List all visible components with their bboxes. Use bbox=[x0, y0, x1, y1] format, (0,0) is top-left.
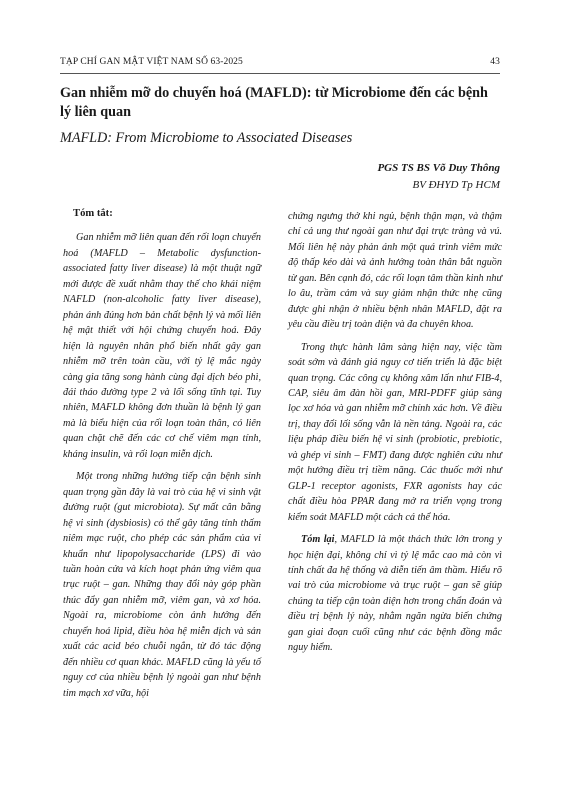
body-paragraph: chứng ngưng thở khi ngủ, bệnh thận mạn, và thậm chí cả ung thư ngoài gan như đại trực tràng và vú. Mối liên hệ này phản ánh một quá trình viêm mức độ thấp kéo dài và ảnh hưởng toàn thân bắt nguồn từ gan. Bên cạnh đó, các rối loạn tâm thần kinh như lo âu, trầm cảm và suy giảm nhận thức nhẹ cũng được ghi nhận ở nhiều bệnh nhân MAFLD, đặt ra yêu cầu điều trị toàn diện và đa chuyên khoa. bbox=[288, 211, 502, 331]
conclusion-lead: Tóm lại bbox=[301, 534, 335, 546]
header-divider bbox=[60, 73, 500, 74]
running-header bbox=[60, 57, 500, 73]
article-subtitle: MAFLD: From Microbiome to Associated Diseases bbox=[60, 130, 353, 146]
author-affiliation: BV ĐHYD Tp HCM bbox=[412, 179, 500, 191]
right-column bbox=[288, 209, 502, 656]
abstract-heading: Tóm tắt: bbox=[73, 208, 113, 219]
body-paragraph: Trong thực hành lâm sàng hiện nay, việc tầm soát sớm và đánh giá nguy cơ tiến triển là đặc biệt quan trọng. Các công cụ không xâm lấn như FIB-4, CAP, siêu âm đàn hồi gan, MRI-PDFF giúp sàng lọc xơ hóa và gan nhiễm mỡ chính xác hơn. Về điều trị, thay đổi lối sống vẫn là nền tảng. Ngoài ra, các liệu pháp điều biến hệ vi sinh (probiotic, prebiotic, và ghép vi sinh – FMT) đang được nghiên cứu như một hướng điều trị tiềm năng. Các thuốc mới như GLP-1 receptor agonists, FXR agonists hay các chất điều hòa PPAR đang mở ra triển vọng trong kiểm soát MAFLD một cách cá thể hóa. bbox=[288, 341, 502, 523]
journal-name: TẠP CHÍ GAN MẬT VIỆT NAM SỐ 63-2025 bbox=[60, 57, 243, 67]
conclusion-paragraph bbox=[288, 532, 502, 656]
left-column bbox=[63, 206, 261, 701]
conclusion-text: , MAFLD là một thách thức lớn trong y học hiện đại, không chỉ vì tỷ lệ mắc cao mà còn vì tính chất đa hệ thống và diễn tiến âm thầm. Hiểu rõ vai trò của microbiome và trục ruột – gan sẽ giúp chúng ta tiếp cận toàn diện hơn trong chẩn đoán và điều trị bệnh lý này, nhằm ngăn ngừa biến chứng gan giai đoạn cuối cũng như các bệnh đồng mắc nguy hiểm. bbox=[288, 534, 502, 654]
article-title: Gan nhiễm mỡ do chuyển hoá (MAFLD): từ Microbiome đến các bệnh lý liên quan bbox=[60, 85, 488, 120]
body-paragraph: Gan nhiễm mỡ liên quan đến rối loạn chuyển hoá (MAFLD – Metabolic dysfunction-associated fatty liver disease) là một thuật ngữ mới được đề xuất nhằm thay thế cho khái niệm NAFLD (non-alcoholic fatty liver disease), phản ánh đúng hơn bản chất bệnh lý và mối liên hệ mật thiết với hội chứng chuyển hoá. Đây hiện là nguyên nhân phổ biến nhất gây gan nhiễm mỡ trên toàn cầu, với tỷ lệ mắc ngày càng gia tăng song hành cùng đại dịch béo phì, đái tháo đường type 2 và lối sống tĩnh tại. Tuy nhiên, MAFLD không đơn thuần là bệnh lý gan mà là biểu hiện của rối loạn toàn thân, có liên quan chặt chẽ đến các cơ chế viêm mạn tính, kháng insulin, và rối loạn miễn dịch. bbox=[63, 232, 261, 460]
author-name: PGS TS BS Võ Duy Thông bbox=[377, 162, 500, 174]
body-paragraph: Một trong những hướng tiếp cận bệnh sinh quan trọng gần đây là vai trò của hệ vi sinh vật đường ruột (gut microbiota). Sự mất cân bằng hệ vi sinh (dysbiosis) có thể gây tăng tính thấm niêm mạc ruột, cho phép các sản phẩm của vi khuẩn như lipopolysaccharide (LPS) đi vào tuần hoàn cửa và kích hoạt phản ứng viêm qua trục ruột – gan. Những thay đổi này góp phần thúc đẩy gan nhiễm mỡ, viêm gan, và xơ hóa. Ngoài ra, microbiome còn ảnh hưởng đến chuyển hoá lipid, điều hòa hệ miễn dịch và sản xuất các acid béo chuỗi ngắn, từ đó tác động đến nhiều cơ quan khác. MAFLD cũng là yếu tố nguy cơ của nhiều bệnh lý ngoài gan như bệnh tim mạch xơ vữa, hội bbox=[63, 471, 261, 699]
page-number: 43 bbox=[490, 57, 500, 67]
